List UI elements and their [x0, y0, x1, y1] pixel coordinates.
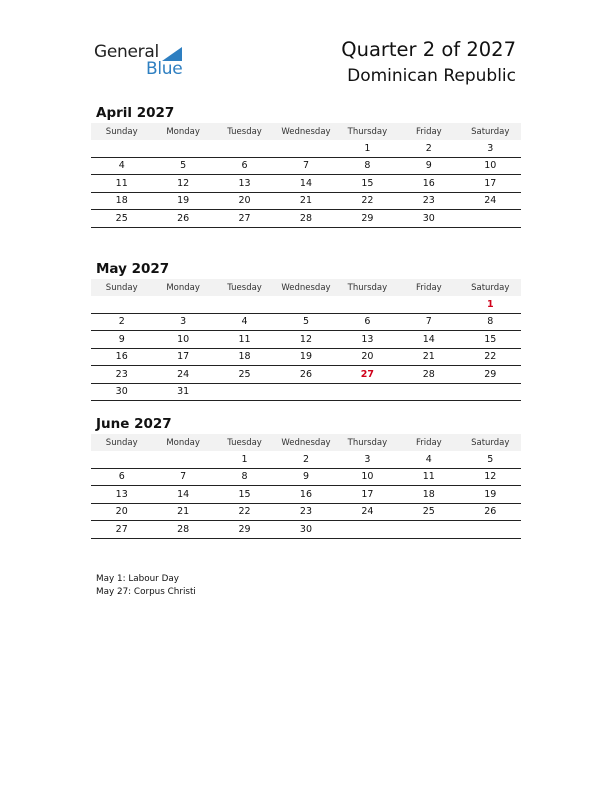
- day-cell: 3: [337, 451, 398, 468]
- weekday-header: Wednesday: [275, 279, 336, 296]
- empty-day-cell: [91, 140, 152, 157]
- empty-day-cell: [152, 296, 213, 313]
- day-cell: 5: [460, 451, 521, 468]
- day-cell: 10: [460, 157, 521, 175]
- week-row: [91, 331, 521, 349]
- weekday-header: Sunday: [91, 434, 152, 451]
- weekday-header: Friday: [398, 279, 459, 296]
- day-cell: 29: [460, 366, 521, 384]
- weekday-header: Tuesday: [214, 434, 275, 451]
- day-cell: 28: [152, 521, 213, 539]
- day-cell: 13: [91, 486, 152, 504]
- weekday-header: Tuesday: [214, 123, 275, 140]
- day-cell: 20: [337, 348, 398, 366]
- day-cell: 22: [337, 192, 398, 210]
- empty-day-cell: [91, 451, 152, 468]
- day-cell: 2: [91, 313, 152, 331]
- weekday-header: Sunday: [91, 279, 152, 296]
- calendar-grid: [91, 434, 521, 539]
- empty-day-cell: [460, 210, 521, 228]
- day-cell: 9: [275, 468, 336, 486]
- empty-day-cell: [337, 296, 398, 313]
- day-cell: 19: [460, 486, 521, 504]
- day-cell: 14: [398, 331, 459, 349]
- day-cell: 17: [337, 486, 398, 504]
- weekday-header: Saturday: [460, 434, 521, 451]
- empty-day-cell: [460, 521, 521, 539]
- day-cell: 4: [214, 313, 275, 331]
- brand-logo: [94, 40, 194, 80]
- day-cell: 26: [275, 366, 336, 384]
- weekday-header: Saturday: [460, 279, 521, 296]
- day-cell: 15: [460, 331, 521, 349]
- day-cell: 24: [337, 503, 398, 521]
- day-cell: 3: [152, 313, 213, 331]
- day-cell: 20: [91, 503, 152, 521]
- day-cell: 12: [152, 175, 213, 193]
- empty-day-cell: [214, 140, 275, 157]
- day-cell: 5: [275, 313, 336, 331]
- day-cell: 1: [214, 451, 275, 468]
- weekday-header: Thursday: [337, 123, 398, 140]
- week-row: [91, 192, 521, 210]
- weekday-header: Saturday: [460, 123, 521, 140]
- empty-day-cell: [398, 383, 459, 401]
- weekday-header: Friday: [398, 123, 459, 140]
- day-cell: 29: [337, 210, 398, 228]
- weekday-header: Thursday: [337, 279, 398, 296]
- page-subtitle: Dominican Republic: [347, 66, 516, 86]
- day-cell: 13: [337, 331, 398, 349]
- weekday-header: Thursday: [337, 434, 398, 451]
- day-cell: 19: [275, 348, 336, 366]
- day-cell: 28: [275, 210, 336, 228]
- day-cell: 11: [398, 468, 459, 486]
- day-cell: 13: [214, 175, 275, 193]
- day-cell: 7: [152, 468, 213, 486]
- month-april: [91, 103, 521, 228]
- empty-day-cell: [275, 296, 336, 313]
- day-cell: 25: [214, 366, 275, 384]
- day-cell: 29: [214, 521, 275, 539]
- weekday-header: Friday: [398, 434, 459, 451]
- day-cell: 28: [398, 366, 459, 384]
- week-row: [91, 313, 521, 331]
- day-cell: 18: [398, 486, 459, 504]
- day-cell: 5: [152, 157, 213, 175]
- day-cell: 27: [214, 210, 275, 228]
- month-title: May 2027: [96, 261, 170, 277]
- empty-day-cell: [275, 383, 336, 401]
- day-cell: 9: [91, 331, 152, 349]
- day-cell: 6: [91, 468, 152, 486]
- empty-day-cell: [214, 296, 275, 313]
- day-cell: 17: [152, 348, 213, 366]
- week-row: [91, 157, 521, 175]
- day-cell: 3: [460, 140, 521, 157]
- day-cell: 24: [460, 192, 521, 210]
- day-cell: 11: [214, 331, 275, 349]
- holiday-day-cell: 1: [460, 296, 521, 313]
- day-cell: 23: [398, 192, 459, 210]
- day-cell: 8: [337, 157, 398, 175]
- week-row: [91, 210, 521, 228]
- month-title: April 2027: [96, 105, 175, 121]
- holiday-item: May 1: Labour Day: [96, 574, 179, 584]
- day-cell: 25: [398, 503, 459, 521]
- month-june: [91, 414, 521, 539]
- day-cell: 7: [398, 313, 459, 331]
- logo-text-blue: Blue: [146, 59, 183, 79]
- holiday-day-cell: 27: [337, 366, 398, 384]
- day-cell: 15: [337, 175, 398, 193]
- holiday-item: May 27: Corpus Christi: [96, 587, 196, 597]
- week-row: [91, 468, 521, 486]
- empty-day-cell: [152, 140, 213, 157]
- day-cell: 16: [91, 348, 152, 366]
- day-cell: 16: [275, 486, 336, 504]
- day-cell: 30: [91, 383, 152, 401]
- weekday-header: Wednesday: [275, 434, 336, 451]
- day-cell: 4: [398, 451, 459, 468]
- day-cell: 30: [398, 210, 459, 228]
- week-row: [91, 503, 521, 521]
- logo-text-general: General: [94, 42, 159, 62]
- day-cell: 27: [91, 521, 152, 539]
- weekday-header: Tuesday: [214, 279, 275, 296]
- day-cell: 6: [337, 313, 398, 331]
- empty-day-cell: [398, 521, 459, 539]
- empty-day-cell: [214, 383, 275, 401]
- day-cell: 4: [91, 157, 152, 175]
- day-cell: 15: [214, 486, 275, 504]
- week-row: [91, 140, 521, 157]
- day-cell: 2: [275, 451, 336, 468]
- empty-day-cell: [91, 296, 152, 313]
- empty-day-cell: [275, 140, 336, 157]
- day-cell: 24: [152, 366, 213, 384]
- weekday-header: Monday: [152, 434, 213, 451]
- empty-day-cell: [398, 296, 459, 313]
- day-cell: 22: [214, 503, 275, 521]
- week-row: [91, 348, 521, 366]
- empty-day-cell: [337, 383, 398, 401]
- day-cell: 11: [91, 175, 152, 193]
- weekday-header: Monday: [152, 123, 213, 140]
- day-cell: 7: [275, 157, 336, 175]
- day-cell: 18: [91, 192, 152, 210]
- day-cell: 6: [214, 157, 275, 175]
- week-row: [91, 521, 521, 539]
- week-row: [91, 366, 521, 384]
- weekday-header: Wednesday: [275, 123, 336, 140]
- empty-day-cell: [337, 521, 398, 539]
- day-cell: 8: [214, 468, 275, 486]
- day-cell: 31: [152, 383, 213, 401]
- day-cell: 26: [460, 503, 521, 521]
- day-cell: 18: [214, 348, 275, 366]
- week-row: [91, 175, 521, 193]
- day-cell: 21: [398, 348, 459, 366]
- day-cell: 10: [152, 331, 213, 349]
- day-cell: 23: [275, 503, 336, 521]
- day-cell: 21: [152, 503, 213, 521]
- day-cell: 14: [275, 175, 336, 193]
- day-cell: 12: [460, 468, 521, 486]
- day-cell: 10: [337, 468, 398, 486]
- day-cell: 21: [275, 192, 336, 210]
- empty-day-cell: [460, 383, 521, 401]
- empty-day-cell: [152, 451, 213, 468]
- day-cell: 23: [91, 366, 152, 384]
- week-row: [91, 383, 521, 401]
- calendar-grid: [91, 279, 521, 401]
- day-cell: 20: [214, 192, 275, 210]
- day-cell: 14: [152, 486, 213, 504]
- day-cell: 22: [460, 348, 521, 366]
- day-cell: 12: [275, 331, 336, 349]
- day-cell: 9: [398, 157, 459, 175]
- day-cell: 2: [398, 140, 459, 157]
- weekday-header: Sunday: [91, 123, 152, 140]
- day-cell: 1: [337, 140, 398, 157]
- page-title: Quarter 2 of 2027: [341, 38, 516, 61]
- week-row: [91, 486, 521, 504]
- day-cell: 26: [152, 210, 213, 228]
- day-cell: 16: [398, 175, 459, 193]
- day-cell: 19: [152, 192, 213, 210]
- day-cell: 30: [275, 521, 336, 539]
- week-row: [91, 296, 521, 313]
- weekday-header: Monday: [152, 279, 213, 296]
- day-cell: 25: [91, 210, 152, 228]
- week-row: [91, 451, 521, 468]
- day-cell: 8: [460, 313, 521, 331]
- month-title: June 2027: [96, 416, 172, 432]
- holiday-list: [96, 573, 196, 599]
- day-cell: 17: [460, 175, 521, 193]
- calendar-grid: [91, 123, 521, 228]
- month-may: [91, 259, 521, 401]
